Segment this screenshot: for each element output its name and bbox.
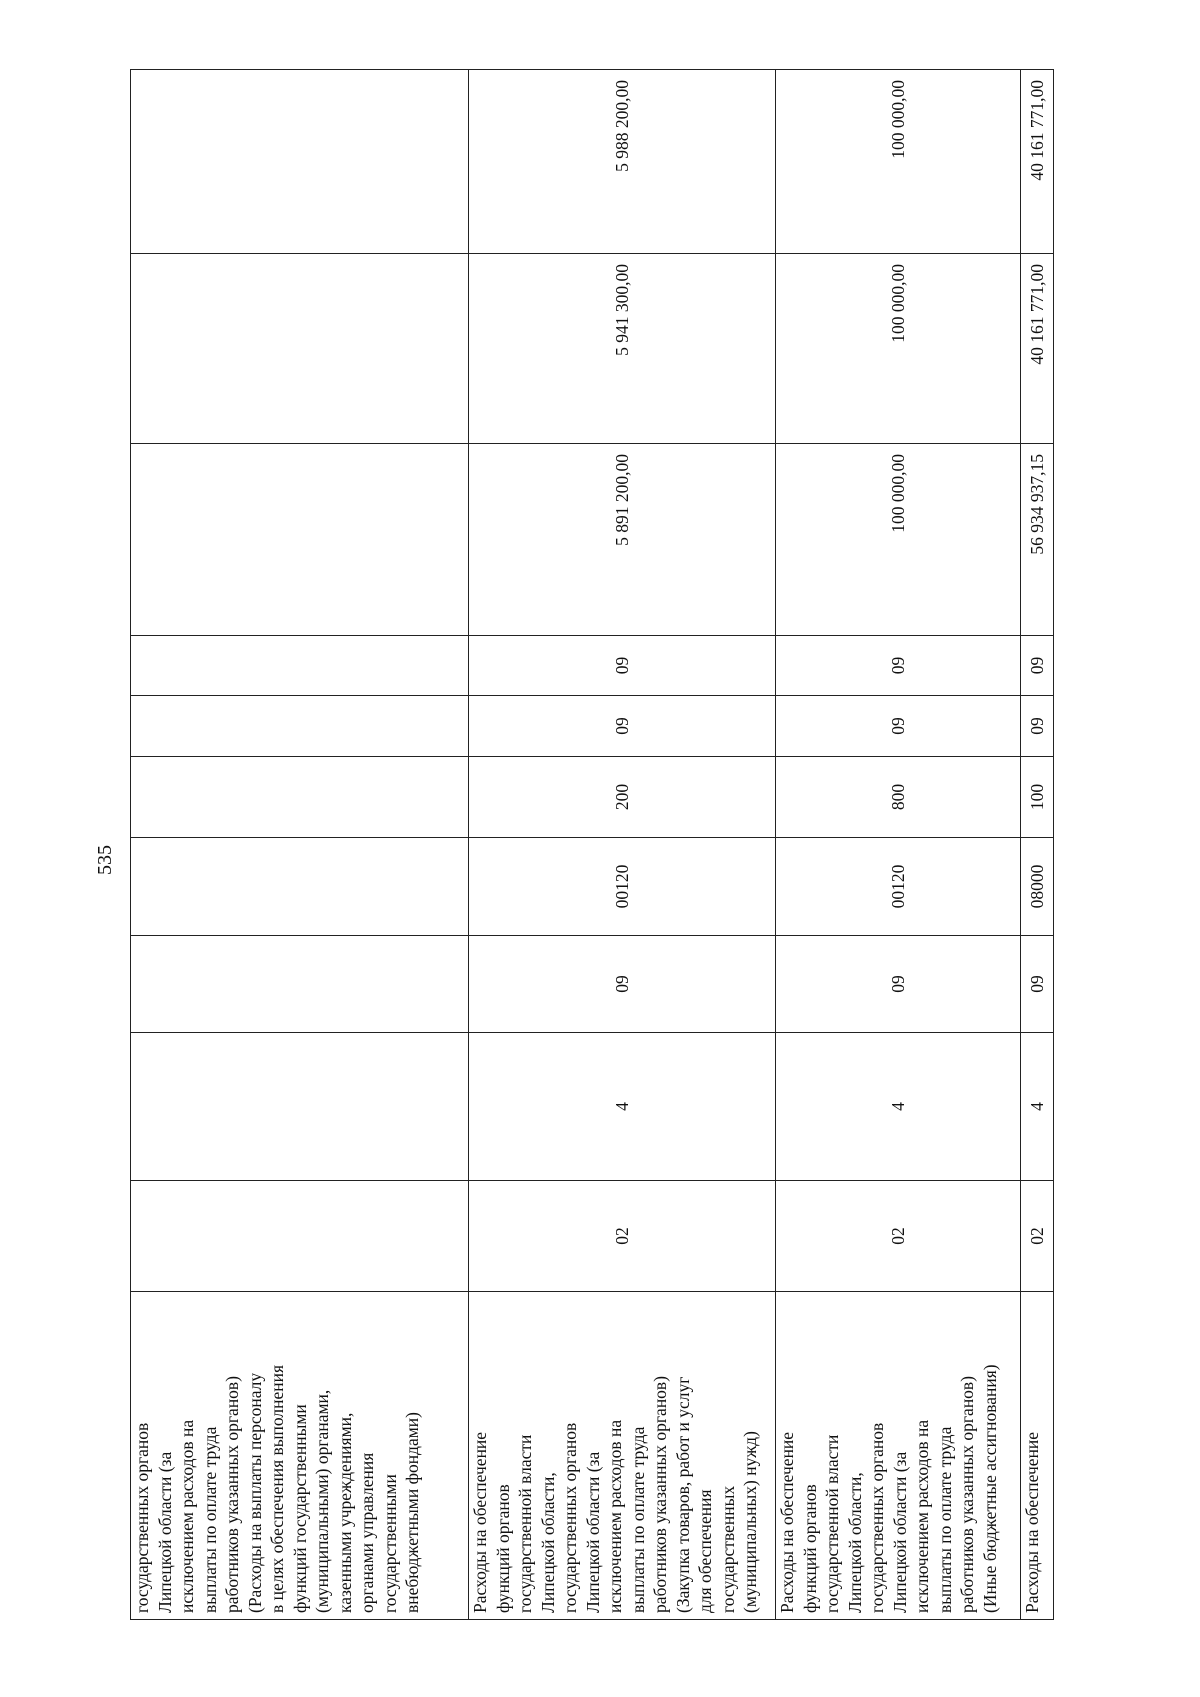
table-row [776,70,1021,1620]
code-cell: 4 [776,1033,1021,1181]
amount-cell: 5 891 200,00 [469,444,776,636]
code-cell: 09 [1021,936,1054,1033]
amount-cell: 40 161 771,00 [1021,70,1054,254]
code-cell [131,1181,469,1292]
code-cell [131,838,469,936]
description-cell: Расходы на обеспечение функций органов государственной власти Липецкой области, государственных органов Липецкой области (за исключением расходов на выплаты по оплате труда работников указанных органов) (Закупка товаров, работ и услуг для обеспечения государственных (муниципальных) нужд) [469,1292,776,1620]
code-cell: 800 [776,757,1021,838]
code-cell: 08000 [1021,838,1054,936]
amount-cell: 40 161 771,00 [1021,254,1054,444]
code-cell: 100 [1021,757,1054,838]
budget-table [130,69,1054,1620]
description-cell: государственных органов Липецкой области (за исключением расходов на выплаты по оплате труда работников указанных органов) (Расходы на выплаты персоналу в целях обеспечения выполнения функций государственными (муниципальными) органами, казенными учреждениями, органами управления государственными внебюджетными фондами) [131,1292,469,1620]
code-cell [131,1033,469,1181]
amount-cell: 56 934 937,15 [1021,444,1054,636]
code-cell: 09 [469,636,776,696]
amount-cell: 5 988 200,00 [469,70,776,254]
code-cell: 200 [469,757,776,838]
code-cell: 09 [776,696,1021,757]
amount-cell: 100 000,00 [776,444,1021,636]
amount-cell: 100 000,00 [776,70,1021,254]
page-number: 535 [94,845,116,875]
rotated-page [130,70,1090,1620]
amount-cell: 100 000,00 [776,254,1021,444]
amount-cell: 5 941 300,00 [469,254,776,444]
code-cell [131,936,469,1033]
code-cell [131,757,469,838]
amount-cell [131,444,469,636]
description-cell: Расходы на обеспечение функций органов государственной власти Липецкой области, государственных органов Липецкой области (за исключением расходов на выплаты по оплате труда работников указанных органов) (Иные бюджетные ассигнования) [776,1292,1021,1620]
table-row [131,70,469,1620]
code-cell [131,636,469,696]
code-cell: 4 [1021,1033,1054,1181]
code-cell: 09 [469,936,776,1033]
code-cell: 02 [776,1181,1021,1292]
code-cell: 09 [776,636,1021,696]
table-row [1021,70,1054,1620]
amount-cell [131,70,469,254]
code-cell: 4 [469,1033,776,1181]
code-cell: 02 [469,1181,776,1292]
description-cell: Расходы на обеспечение [1021,1292,1054,1620]
code-cell: 09 [469,696,776,757]
amount-cell [131,254,469,444]
code-cell: 00120 [469,838,776,936]
code-cell: 09 [1021,696,1054,757]
code-cell: 02 [1021,1181,1054,1292]
code-cell [131,696,469,757]
table-row [469,70,776,1620]
code-cell: 00120 [776,838,1021,936]
code-cell: 09 [1021,636,1054,696]
code-cell: 09 [776,936,1021,1033]
